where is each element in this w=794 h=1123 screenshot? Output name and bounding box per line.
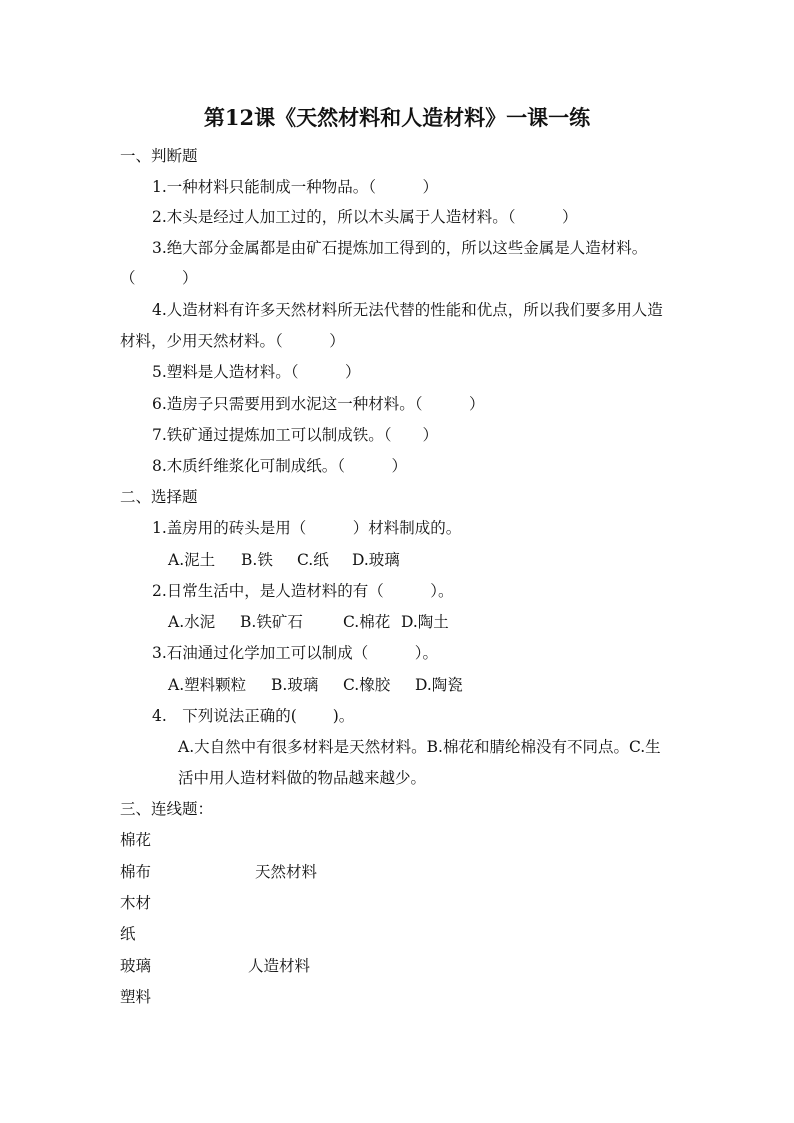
option-c: C.纸 bbox=[297, 551, 329, 569]
judgment-item-3-blank: （ ） bbox=[120, 269, 198, 287]
judgment-item-1: 1.一种材料只能制成一种物品。（ ） bbox=[152, 178, 439, 196]
option-d: D.陶瓷 bbox=[415, 676, 463, 694]
choice-options-1 bbox=[168, 550, 400, 570]
matching-left-item: 塑料 bbox=[120, 988, 152, 1006]
matching-right-item: 人造材料 bbox=[248, 957, 311, 975]
judgment-item-3: 3.绝大部分金属都是由矿石提炼加工得到的，所以这些金属是人造材料。 bbox=[152, 239, 648, 257]
option-b: B.玻璃 bbox=[271, 676, 319, 694]
section-heading-matching: 三、连线题： bbox=[120, 800, 214, 818]
judgment-item-8: 8.木质纤维浆化可制成纸。（ ） bbox=[152, 457, 408, 475]
option-a: A.水泥 bbox=[168, 613, 216, 631]
matching-left-item: 棉布 bbox=[120, 863, 152, 881]
judgment-item-4: 4.人造材料有许多天然材料所无法代替的性能和优点，所以我们要多用人造 bbox=[152, 301, 663, 319]
choice-question-1: 1.盖房用的砖头是用（ ）材料制成的。 bbox=[152, 519, 462, 537]
option-a: A.泥土 bbox=[168, 551, 216, 569]
matching-left-item: 纸 bbox=[120, 925, 136, 943]
option-d: D.玻璃 bbox=[352, 551, 400, 569]
option-a: A.塑料颗粒 bbox=[168, 676, 247, 694]
choice-question-2: 2.日常生活中，是人造材料的有（ ）。 bbox=[152, 582, 454, 600]
option-d: D.陶土 bbox=[401, 613, 449, 631]
section-heading-choice: 二、选择题 bbox=[120, 488, 198, 506]
matching-left-item: 木材 bbox=[120, 894, 152, 912]
choice-options-3 bbox=[168, 675, 463, 695]
judgment-item-2: 2.木头是经过人加工过的，所以木头属于人造材料。（ ） bbox=[152, 208, 578, 226]
judgment-item-4-cont: 材料，少用天然材料。（ ） bbox=[120, 332, 345, 350]
matching-left-item: 棉花 bbox=[120, 831, 152, 849]
page-title: 第12课《天然材料和人造材料》一课一练 bbox=[203, 105, 591, 130]
option-c: C.橡胶 bbox=[343, 676, 391, 694]
matching-left-item: 玻璃 bbox=[120, 957, 152, 975]
choice-question-4-options-cont: 活中用人造材料做的物品越来越少。 bbox=[178, 769, 427, 787]
option-c: C.棉花 bbox=[343, 613, 391, 631]
section-heading-judgment: 一、判断题 bbox=[120, 147, 198, 165]
judgment-item-6: 6.造房子只需要用到水泥这一种材料。（ ） bbox=[152, 395, 485, 413]
option-b: B.铁 bbox=[241, 551, 273, 569]
choice-question-3: 3.石油通过化学加工可以制成（ ）。 bbox=[152, 644, 439, 662]
choice-question-4: 4. 下列说法正确的( )。 bbox=[152, 707, 355, 725]
judgment-item-5: 5.塑料是人造材料。（ ） bbox=[152, 363, 361, 381]
matching-right-item: 天然材料 bbox=[255, 863, 318, 881]
choice-question-4-options: A.大自然中有很多材料是天然材料。B.棉花和腈纶棉没有不同点。C.生 bbox=[178, 738, 661, 756]
choice-options-2 bbox=[168, 612, 449, 632]
judgment-item-7: 7.铁矿通过提炼加工可以制成铁。（ ） bbox=[152, 426, 439, 444]
option-b: B.铁矿石 bbox=[240, 613, 303, 631]
